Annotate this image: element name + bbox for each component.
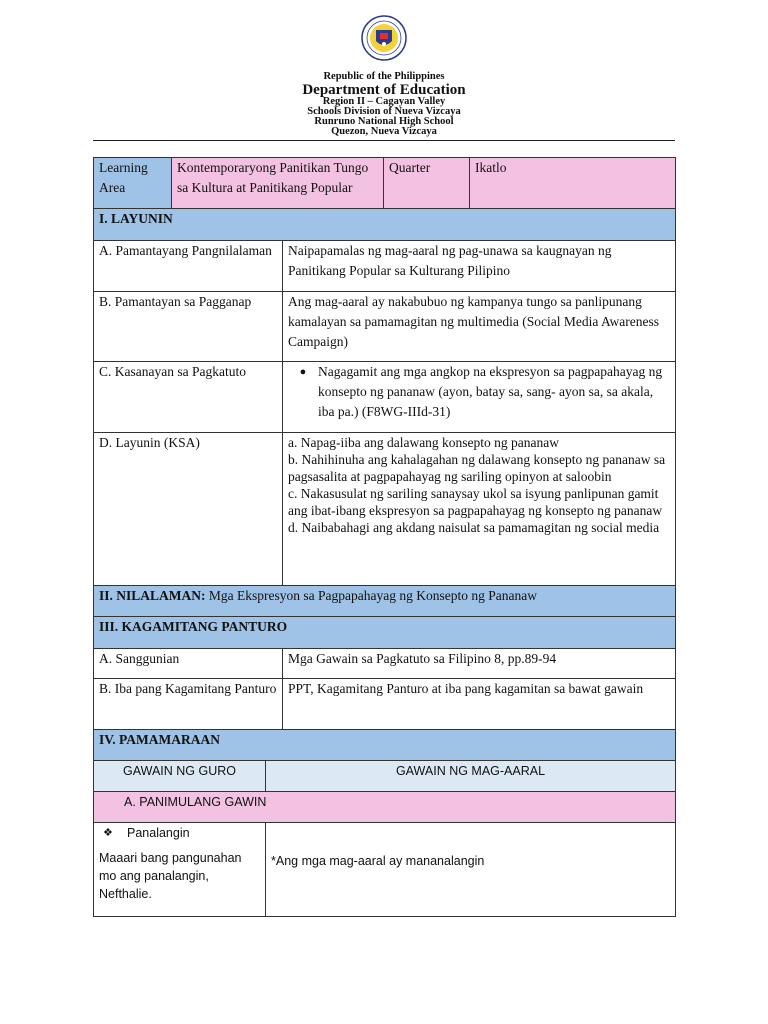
quarter-label: Quarter	[384, 158, 470, 209]
nilalaman-row	[94, 586, 676, 617]
panalangin-label: Panalangin	[127, 826, 190, 840]
header-department: Department of Education	[302, 82, 466, 98]
layunin-c-label: C. Kasanayan sa Pagkatuto	[94, 362, 283, 433]
column-gawain-mag-aaral: GAWAIN NG MAG-AARAL	[266, 761, 676, 792]
lesson-plan-table	[93, 157, 676, 917]
guro-panalangin-text: Maaari bang pangunahan mo ang panalangin, Nefthalie.	[99, 851, 242, 901]
layunin-heading: I. LAYUNIN	[94, 209, 676, 241]
mag-aaral-panalangin-text: *Ang mga mag-aaral ay mananalangin	[266, 823, 676, 917]
kagamitan-a-row	[94, 649, 676, 679]
kagamitan-a-value: Mga Gawain sa Pagkatuto sa Filipino 8, pp.89-94	[283, 649, 676, 679]
diamond-bullet-icon: ❖	[103, 827, 113, 839]
layunin-d-item-d: d. Naibabahagi ang akdang naisulat sa pamamagitan ng social media	[288, 520, 660, 535]
deped-seal-logo	[361, 15, 407, 61]
layunin-c-value: Nagagamit ang mga angkop na ekspresyon sa pagpapahayag ng konsepto ng pananaw (ayon, batay sa, sang- ayon sa, sa akala, iba pa.) (F8WG-IIId-31)	[318, 364, 663, 419]
kagamitan-heading: III. KAGAMITANG PANTURO	[94, 617, 676, 649]
header-divider	[93, 140, 675, 141]
layunin-d-label: D. Layunin (KSA)	[94, 433, 283, 586]
header-school: Runruno National High School	[314, 116, 454, 127]
layunin-d-row	[94, 433, 676, 586]
header-division: Schools Division of Nueva Vizcaya	[307, 106, 461, 117]
kagamitan-b-label: B. Iba pang Kagamitang Panturo	[94, 679, 283, 730]
bullet-icon: ●	[299, 366, 307, 378]
pamamaraan-heading-row	[94, 730, 676, 761]
kagamitan-b-row	[94, 679, 676, 730]
header-republic: Republic of the Philippines	[323, 71, 445, 82]
kagamitan-b-value: PPT, Kagamitang Panturo at iba pang kagamitan sa bawat gawain	[283, 679, 676, 730]
layunin-heading-row	[94, 209, 676, 241]
layunin-a-row	[94, 241, 676, 292]
layunin-b-value: Ang mag-aaral ay nakabubuo ng kampanya tungo sa panlipunang kamalayan sa pamamagitan ng multimedia (Social Media Awareness Campaign)	[283, 292, 676, 362]
kagamitan-heading-row	[94, 617, 676, 649]
panalangin-row	[94, 823, 676, 917]
layunin-d-item-a: a. Napag-iiba ang dalawang konsepto ng pananaw	[288, 435, 560, 450]
layunin-a-label: A. Pamantayang Pangnilalaman	[94, 241, 283, 292]
pamamaraan-heading: IV. PAMAMARAAN	[94, 730, 676, 761]
nilalaman-value: Mga Ekspresyon sa Pagpapahayag ng Konsepto ng Pananaw	[205, 588, 537, 603]
layunin-a-value: Naipapamalas ng mag-aaral ng pag-unawa sa kaugnayan ng Panitikang Popular sa Kulturang Pilipino	[283, 241, 676, 292]
kagamitan-a-label: A. Sanggunian	[94, 649, 283, 679]
layunin-d-item-c: c. Nakasusulat ng sariling sanaysay ukol sa isyung panlipunan gamit ang ibat-ibang ekspresyon sa pagpapahayag ng konsepto ng pananaw	[288, 486, 663, 518]
column-gawain-guro: GAWAIN NG GURO	[94, 761, 266, 792]
layunin-b-row	[94, 292, 676, 362]
layunin-d-item-b: b. Nahihinuha ang kahalagahan ng dalawang konsepto ng pananaw sa pagsasalita at pagpapahayag ng sariling opinyon at saloobin	[288, 452, 666, 484]
learning-area-value: Kontemporaryong Panitikan Tungo sa Kultura at Panitikang Popular	[172, 158, 384, 209]
quarter-value: Ikatlo	[470, 158, 676, 209]
panimulang-gawain-heading: A. PANIMULANG GAWIN	[94, 792, 676, 823]
header-region: Region II – Cagayan Valley	[322, 96, 446, 107]
header-address: Quezon, Nueva Vizcaya	[331, 126, 437, 137]
nilalaman-heading: II. NILALAMAN:	[99, 588, 206, 603]
info-row	[94, 158, 676, 209]
learning-area-label: Learning Area	[94, 158, 172, 209]
pamamaraan-columns-row	[94, 761, 676, 792]
panimulang-gawain-row	[94, 792, 676, 823]
layunin-b-label: B. Pamantayan sa Pagganap	[94, 292, 283, 362]
layunin-c-row	[94, 362, 676, 433]
